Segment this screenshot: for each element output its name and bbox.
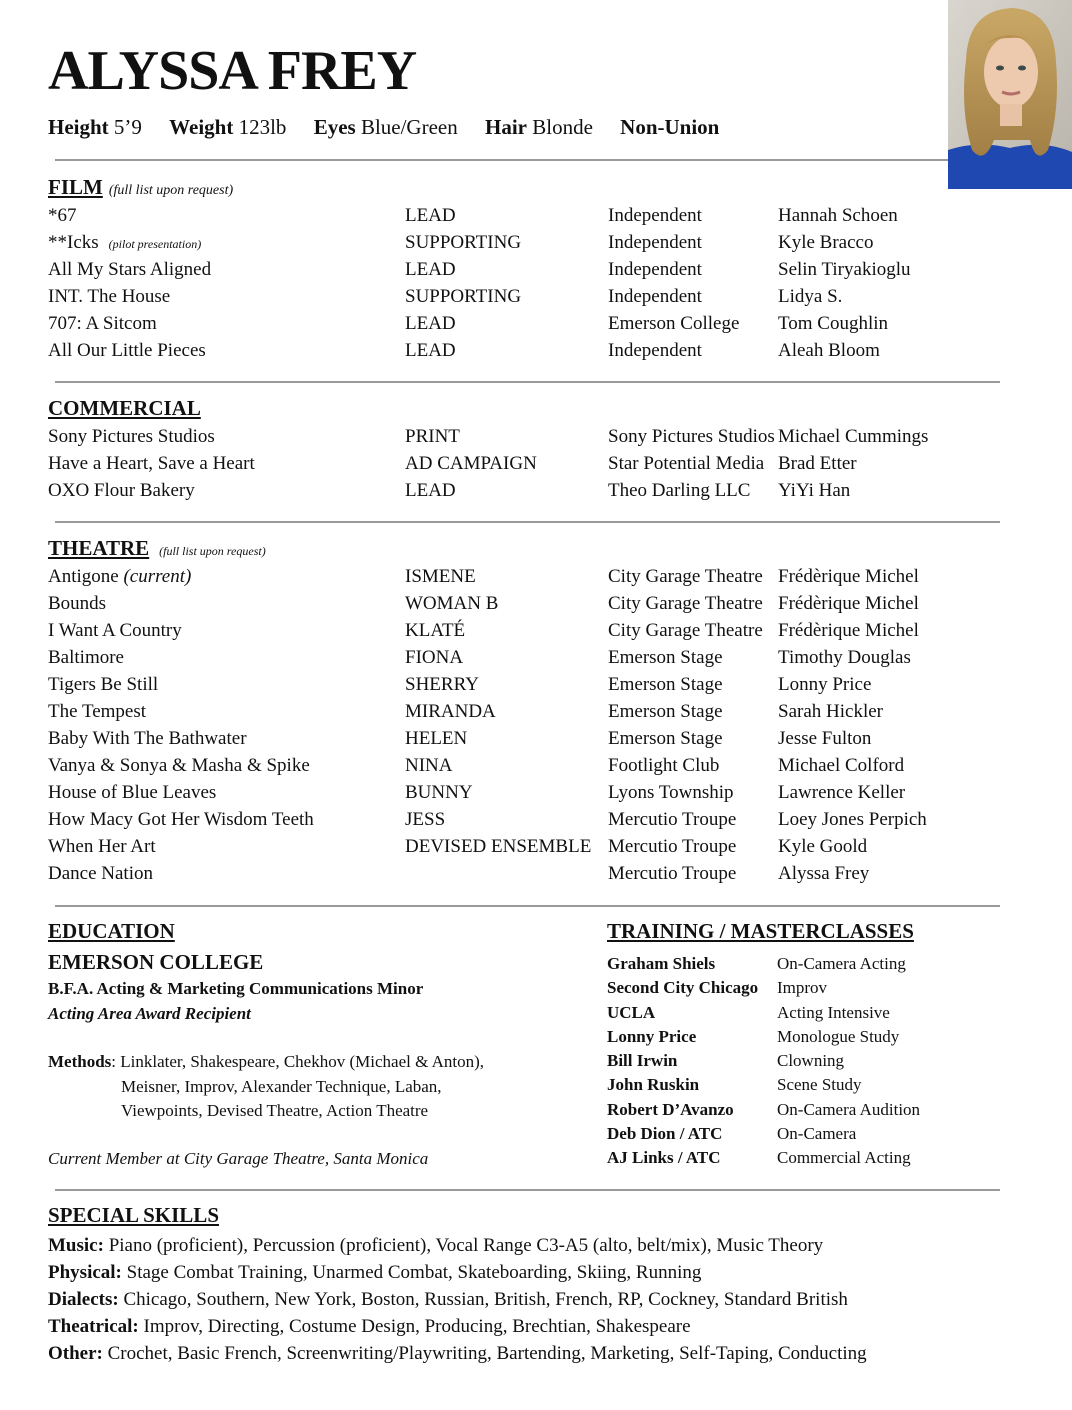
education-block bbox=[48, 948, 588, 1026]
credit-title: House of Blue Leaves bbox=[48, 782, 217, 803]
skill-line bbox=[48, 1232, 1038, 1259]
training-subject: Monologue Study bbox=[777, 1026, 900, 1046]
stat-label: Non-Union bbox=[620, 115, 720, 139]
commercial-table bbox=[48, 423, 1008, 504]
table-row bbox=[48, 590, 1008, 617]
stat-value: 123lb bbox=[238, 115, 287, 139]
skill-line bbox=[48, 1340, 1038, 1367]
methods bbox=[48, 1050, 578, 1124]
credit-role: LEAD bbox=[405, 259, 456, 280]
skills-list bbox=[48, 1232, 1038, 1367]
credit-title: Bounds bbox=[48, 593, 107, 614]
credit-title: The Tempest bbox=[48, 701, 147, 722]
methods-text: : Linklater, Shakespeare, Chekhov (Michael & Anton), bbox=[111, 1052, 485, 1071]
credit-company: Independent bbox=[608, 205, 702, 226]
credit-company: City Garage Theatre bbox=[608, 593, 763, 614]
credit-director: Kyle Bracco bbox=[778, 232, 874, 253]
skill-text: Improv, Directing, Costume Design, Producing, Brechtian, Shakespeare bbox=[138, 1316, 691, 1337]
credit-director: Loey Jones Perpich bbox=[778, 809, 927, 830]
training-subject: On-Camera bbox=[777, 1124, 857, 1144]
credit-role: DEVISED ENSEMBLE bbox=[405, 836, 592, 857]
list-item bbox=[607, 1049, 1007, 1073]
training-heading: TRAINING / MASTERCLASSES bbox=[607, 919, 914, 943]
physical-stats bbox=[48, 113, 741, 141]
credit-title: All Our Little Pieces bbox=[48, 340, 206, 361]
table-row bbox=[48, 423, 1008, 450]
credit-director: Tom Coughlin bbox=[778, 313, 889, 334]
divider bbox=[55, 159, 948, 161]
film-note: (full list upon request) bbox=[108, 183, 234, 198]
credit-director: Frédèrique Michel bbox=[778, 620, 919, 641]
skill-text: Piano (proficient), Percussion (proficient), Vocal Range C3-A5 (alto, belt/mix), Music Theory bbox=[103, 1235, 824, 1256]
list-item bbox=[607, 1073, 1007, 1097]
table-row bbox=[48, 644, 1008, 671]
credit-title: 707: A Sitcom bbox=[48, 313, 157, 334]
skill-line bbox=[48, 1286, 1038, 1313]
stat-label: Height bbox=[48, 115, 109, 139]
credit-director: Selin Tiryakioglu bbox=[778, 259, 911, 280]
table-row bbox=[48, 806, 1008, 833]
credit-title: Dance Nation bbox=[48, 863, 153, 884]
credit-director: Lidya S. bbox=[778, 286, 843, 307]
training-subject: Clowning bbox=[777, 1051, 845, 1071]
credit-company: Emerson Stage bbox=[608, 728, 723, 749]
credit-company: Independent bbox=[608, 259, 702, 280]
stat-value: 5’9 bbox=[113, 115, 142, 139]
credit-director: YiYi Han bbox=[778, 480, 851, 501]
skill-text: Crochet, Basic French, Screenwriting/Playwriting, Bartending, Marketing, Self-Taping, Conducting bbox=[102, 1343, 867, 1364]
table-row bbox=[48, 202, 1008, 229]
table-row bbox=[48, 310, 1008, 337]
training-teacher: John Ruskin bbox=[607, 1075, 700, 1095]
stat-union bbox=[620, 115, 719, 139]
credit-title: When Her Art bbox=[48, 836, 156, 857]
credit-title: *67 bbox=[48, 205, 77, 226]
training-subject: On-Camera Audition bbox=[777, 1099, 921, 1119]
credit-role: LEAD bbox=[405, 313, 456, 334]
credit-director: Jesse Fulton bbox=[778, 728, 872, 749]
credit-director: Lawrence Keller bbox=[778, 782, 906, 803]
credit-director: Timothy Douglas bbox=[778, 647, 911, 668]
credit-role: LEAD bbox=[405, 340, 456, 361]
skills-heading: SPECIAL SKILLS bbox=[48, 1203, 219, 1227]
credit-title: How Macy Got Her Wisdom Teeth bbox=[48, 809, 314, 830]
training-teacher: Graham Shiels bbox=[607, 954, 716, 973]
credit-company: Mercutio Troupe bbox=[608, 836, 737, 857]
training-teacher: UCLA bbox=[607, 1002, 656, 1022]
credit-title: Antigone bbox=[48, 566, 119, 587]
list-item bbox=[607, 976, 1007, 1000]
credit-director: Sarah Hickler bbox=[778, 701, 883, 722]
table-row bbox=[48, 617, 1008, 644]
credit-note: (pilot presentation) bbox=[108, 237, 202, 251]
credit-role: JESS bbox=[405, 809, 446, 830]
credit-company: Sony Pictures Studios bbox=[608, 426, 775, 447]
credit-role: SHERRY bbox=[405, 674, 479, 695]
list-item bbox=[607, 952, 1007, 976]
training-list bbox=[607, 952, 1007, 1171]
theatre-table bbox=[48, 563, 1008, 887]
table-row bbox=[48, 337, 1008, 364]
training-teacher: AJ Links / ATC bbox=[607, 1148, 721, 1168]
methods-label: Methods bbox=[48, 1052, 112, 1071]
training-subject: Improv bbox=[777, 978, 828, 998]
skill-label: Theatrical: bbox=[48, 1316, 139, 1337]
credit-director: Brad Etter bbox=[778, 453, 857, 474]
credit-director: Michael Cummings bbox=[778, 426, 929, 447]
credit-role: WOMAN B bbox=[405, 593, 499, 614]
credit-title: Baby With The Bathwater bbox=[48, 728, 247, 749]
skill-line bbox=[48, 1259, 1038, 1286]
table-row bbox=[48, 725, 1008, 752]
table-row bbox=[48, 698, 1008, 725]
theatre-heading-text: THEATRE bbox=[48, 536, 150, 560]
table-row bbox=[48, 671, 1008, 698]
divider bbox=[55, 521, 1000, 523]
stat-weight bbox=[169, 115, 286, 139]
credit-role: ISMENE bbox=[405, 566, 476, 587]
credit-company: Footlight Club bbox=[608, 755, 720, 776]
table-row bbox=[48, 779, 1008, 806]
credit-title: Tigers Be Still bbox=[48, 674, 159, 695]
credit-title: Have a Heart, Save a Heart bbox=[48, 453, 255, 474]
credit-company: Mercutio Troupe bbox=[608, 863, 737, 884]
credit-role: FIONA bbox=[405, 647, 464, 668]
credit-director: Alyssa Frey bbox=[778, 863, 870, 884]
training-subject: Scene Study bbox=[777, 1075, 862, 1095]
membership-note: Current Member at City Garage Theatre, Santa Monica bbox=[48, 1149, 429, 1168]
stat-label: Weight bbox=[169, 115, 234, 139]
credit-company: Lyons Township bbox=[608, 782, 734, 803]
skill-text: Chicago, Southern, New York, Boston, Russian, British, French, RP, Cockney, Standard British bbox=[118, 1289, 848, 1310]
table-row bbox=[48, 450, 1008, 477]
credit-company: Independent bbox=[608, 232, 702, 253]
training-teacher: Second City Chicago bbox=[607, 978, 759, 998]
credit-title: INT. The House bbox=[48, 286, 171, 307]
stat-value: Blue/Green bbox=[360, 115, 458, 139]
theatre-heading bbox=[48, 536, 266, 561]
credit-director: Hannah Schoen bbox=[778, 205, 898, 226]
credit-director: Frédèrique Michel bbox=[778, 566, 919, 587]
commercial-heading: COMMERCIAL bbox=[48, 396, 201, 420]
credit-title: I Want A Country bbox=[48, 620, 182, 641]
film-heading-text: FILM bbox=[48, 175, 103, 199]
award: Acting Area Award Recipient bbox=[48, 1004, 251, 1023]
stat-label: Eyes bbox=[313, 115, 356, 139]
skill-line bbox=[48, 1313, 1038, 1340]
actor-name: ALYSSA FREY bbox=[48, 40, 417, 102]
credit-company: Independent bbox=[608, 340, 702, 361]
stat-height bbox=[48, 115, 142, 139]
credit-director: Aleah Bloom bbox=[778, 340, 880, 361]
credit-role: NINA bbox=[405, 755, 453, 776]
table-row bbox=[48, 860, 1008, 887]
skill-label: Dialects: bbox=[48, 1289, 119, 1310]
education-heading: EDUCATION bbox=[48, 919, 175, 943]
credit-title: All My Stars Aligned bbox=[48, 259, 212, 280]
methods-line bbox=[48, 1050, 578, 1075]
list-item bbox=[607, 1122, 1007, 1146]
credit-director: Michael Colford bbox=[778, 755, 905, 776]
credit-company: Emerson Stage bbox=[608, 647, 723, 668]
film-heading bbox=[48, 175, 233, 200]
list-item bbox=[607, 1098, 1007, 1122]
credit-company: Emerson Stage bbox=[608, 674, 723, 695]
credit-title: OXO Flour Bakery bbox=[48, 480, 195, 501]
credit-role: PRINT bbox=[405, 426, 460, 447]
credit-company: Emerson College bbox=[608, 313, 740, 334]
credit-company: Emerson Stage bbox=[608, 701, 723, 722]
credit-role: HELEN bbox=[405, 728, 468, 749]
credit-title: Baltimore bbox=[48, 647, 124, 668]
credit-company: City Garage Theatre bbox=[608, 566, 763, 587]
credit-title-wrap bbox=[48, 229, 201, 258]
school-name: EMERSON COLLEGE bbox=[48, 950, 264, 974]
credit-role: MIRANDA bbox=[405, 701, 496, 722]
degree: B.F.A. Acting & Marketing Communications Minor bbox=[48, 979, 424, 998]
list-item bbox=[607, 1146, 1007, 1170]
training-subject: Commercial Acting bbox=[777, 1148, 911, 1168]
skill-text: Stage Combat Training, Unarmed Combat, Skateboarding, Skiing, Running bbox=[121, 1262, 702, 1283]
credit-company: Mercutio Troupe bbox=[608, 809, 737, 830]
training-teacher: Deb Dion / ATC bbox=[607, 1124, 723, 1144]
table-row bbox=[48, 563, 1008, 590]
credit-director: Kyle Goold bbox=[778, 836, 868, 857]
credit-company: City Garage Theatre bbox=[608, 620, 763, 641]
credit-role: KLATÉ bbox=[405, 620, 466, 641]
stat-label: Hair bbox=[484, 115, 527, 139]
credit-director: Frédèrique Michel bbox=[778, 593, 919, 614]
table-row bbox=[48, 477, 1008, 504]
table-row bbox=[48, 283, 1008, 310]
credit-role: AD CAMPAIGN bbox=[405, 453, 537, 474]
film-table bbox=[48, 202, 1008, 364]
table-row bbox=[48, 833, 1008, 860]
divider bbox=[55, 905, 1000, 907]
credit-title: Vanya & Sonya & Masha & Spike bbox=[48, 755, 310, 776]
table-row bbox=[48, 752, 1008, 779]
table-row bbox=[48, 256, 1008, 283]
training-teacher: Lonny Price bbox=[607, 1026, 697, 1046]
credit-role: BUNNY bbox=[405, 782, 473, 803]
credit-title: Sony Pictures Studios bbox=[48, 426, 215, 447]
skill-label: Other: bbox=[48, 1343, 103, 1364]
stat-eyes bbox=[314, 115, 458, 139]
stat-value: Blonde bbox=[532, 115, 593, 139]
credit-company: Independent bbox=[608, 286, 702, 307]
list-item bbox=[607, 1025, 1007, 1049]
divider bbox=[55, 1189, 1000, 1191]
methods-line: Viewpoints, Devised Theatre, Action Theatre bbox=[121, 1101, 429, 1120]
credit-role: SUPPORTING bbox=[405, 286, 522, 307]
methods-line: Meisner, Improv, Alexander Technique, Laban, bbox=[121, 1076, 442, 1096]
headshot-image bbox=[948, 0, 1072, 189]
credit-role: LEAD bbox=[405, 205, 456, 226]
training-teacher: Bill Irwin bbox=[607, 1051, 678, 1071]
skill-label: Music: bbox=[48, 1235, 104, 1256]
skill-label: Physical: bbox=[48, 1262, 122, 1283]
headshot-photo bbox=[948, 0, 1072, 189]
credit-note: (current) bbox=[123, 566, 192, 587]
credit-title-wrap bbox=[48, 563, 191, 590]
training-subject: Acting Intensive bbox=[777, 1002, 890, 1022]
credit-role: SUPPORTING bbox=[405, 232, 522, 253]
credit-company: Theo Darling LLC bbox=[608, 480, 751, 501]
table-row bbox=[48, 229, 1008, 256]
training-subject: On-Camera Acting bbox=[777, 954, 906, 973]
credit-role: LEAD bbox=[405, 480, 456, 501]
theatre-note: (full list upon request) bbox=[159, 544, 266, 558]
credit-company: Star Potential Media bbox=[608, 453, 765, 474]
credit-director: Lonny Price bbox=[778, 674, 872, 695]
credit-title: **Icks bbox=[48, 232, 99, 253]
stat-hair bbox=[485, 115, 593, 139]
list-item bbox=[607, 1001, 1007, 1025]
divider bbox=[55, 381, 1000, 383]
training-teacher: Robert D’Avanzo bbox=[607, 1099, 734, 1119]
